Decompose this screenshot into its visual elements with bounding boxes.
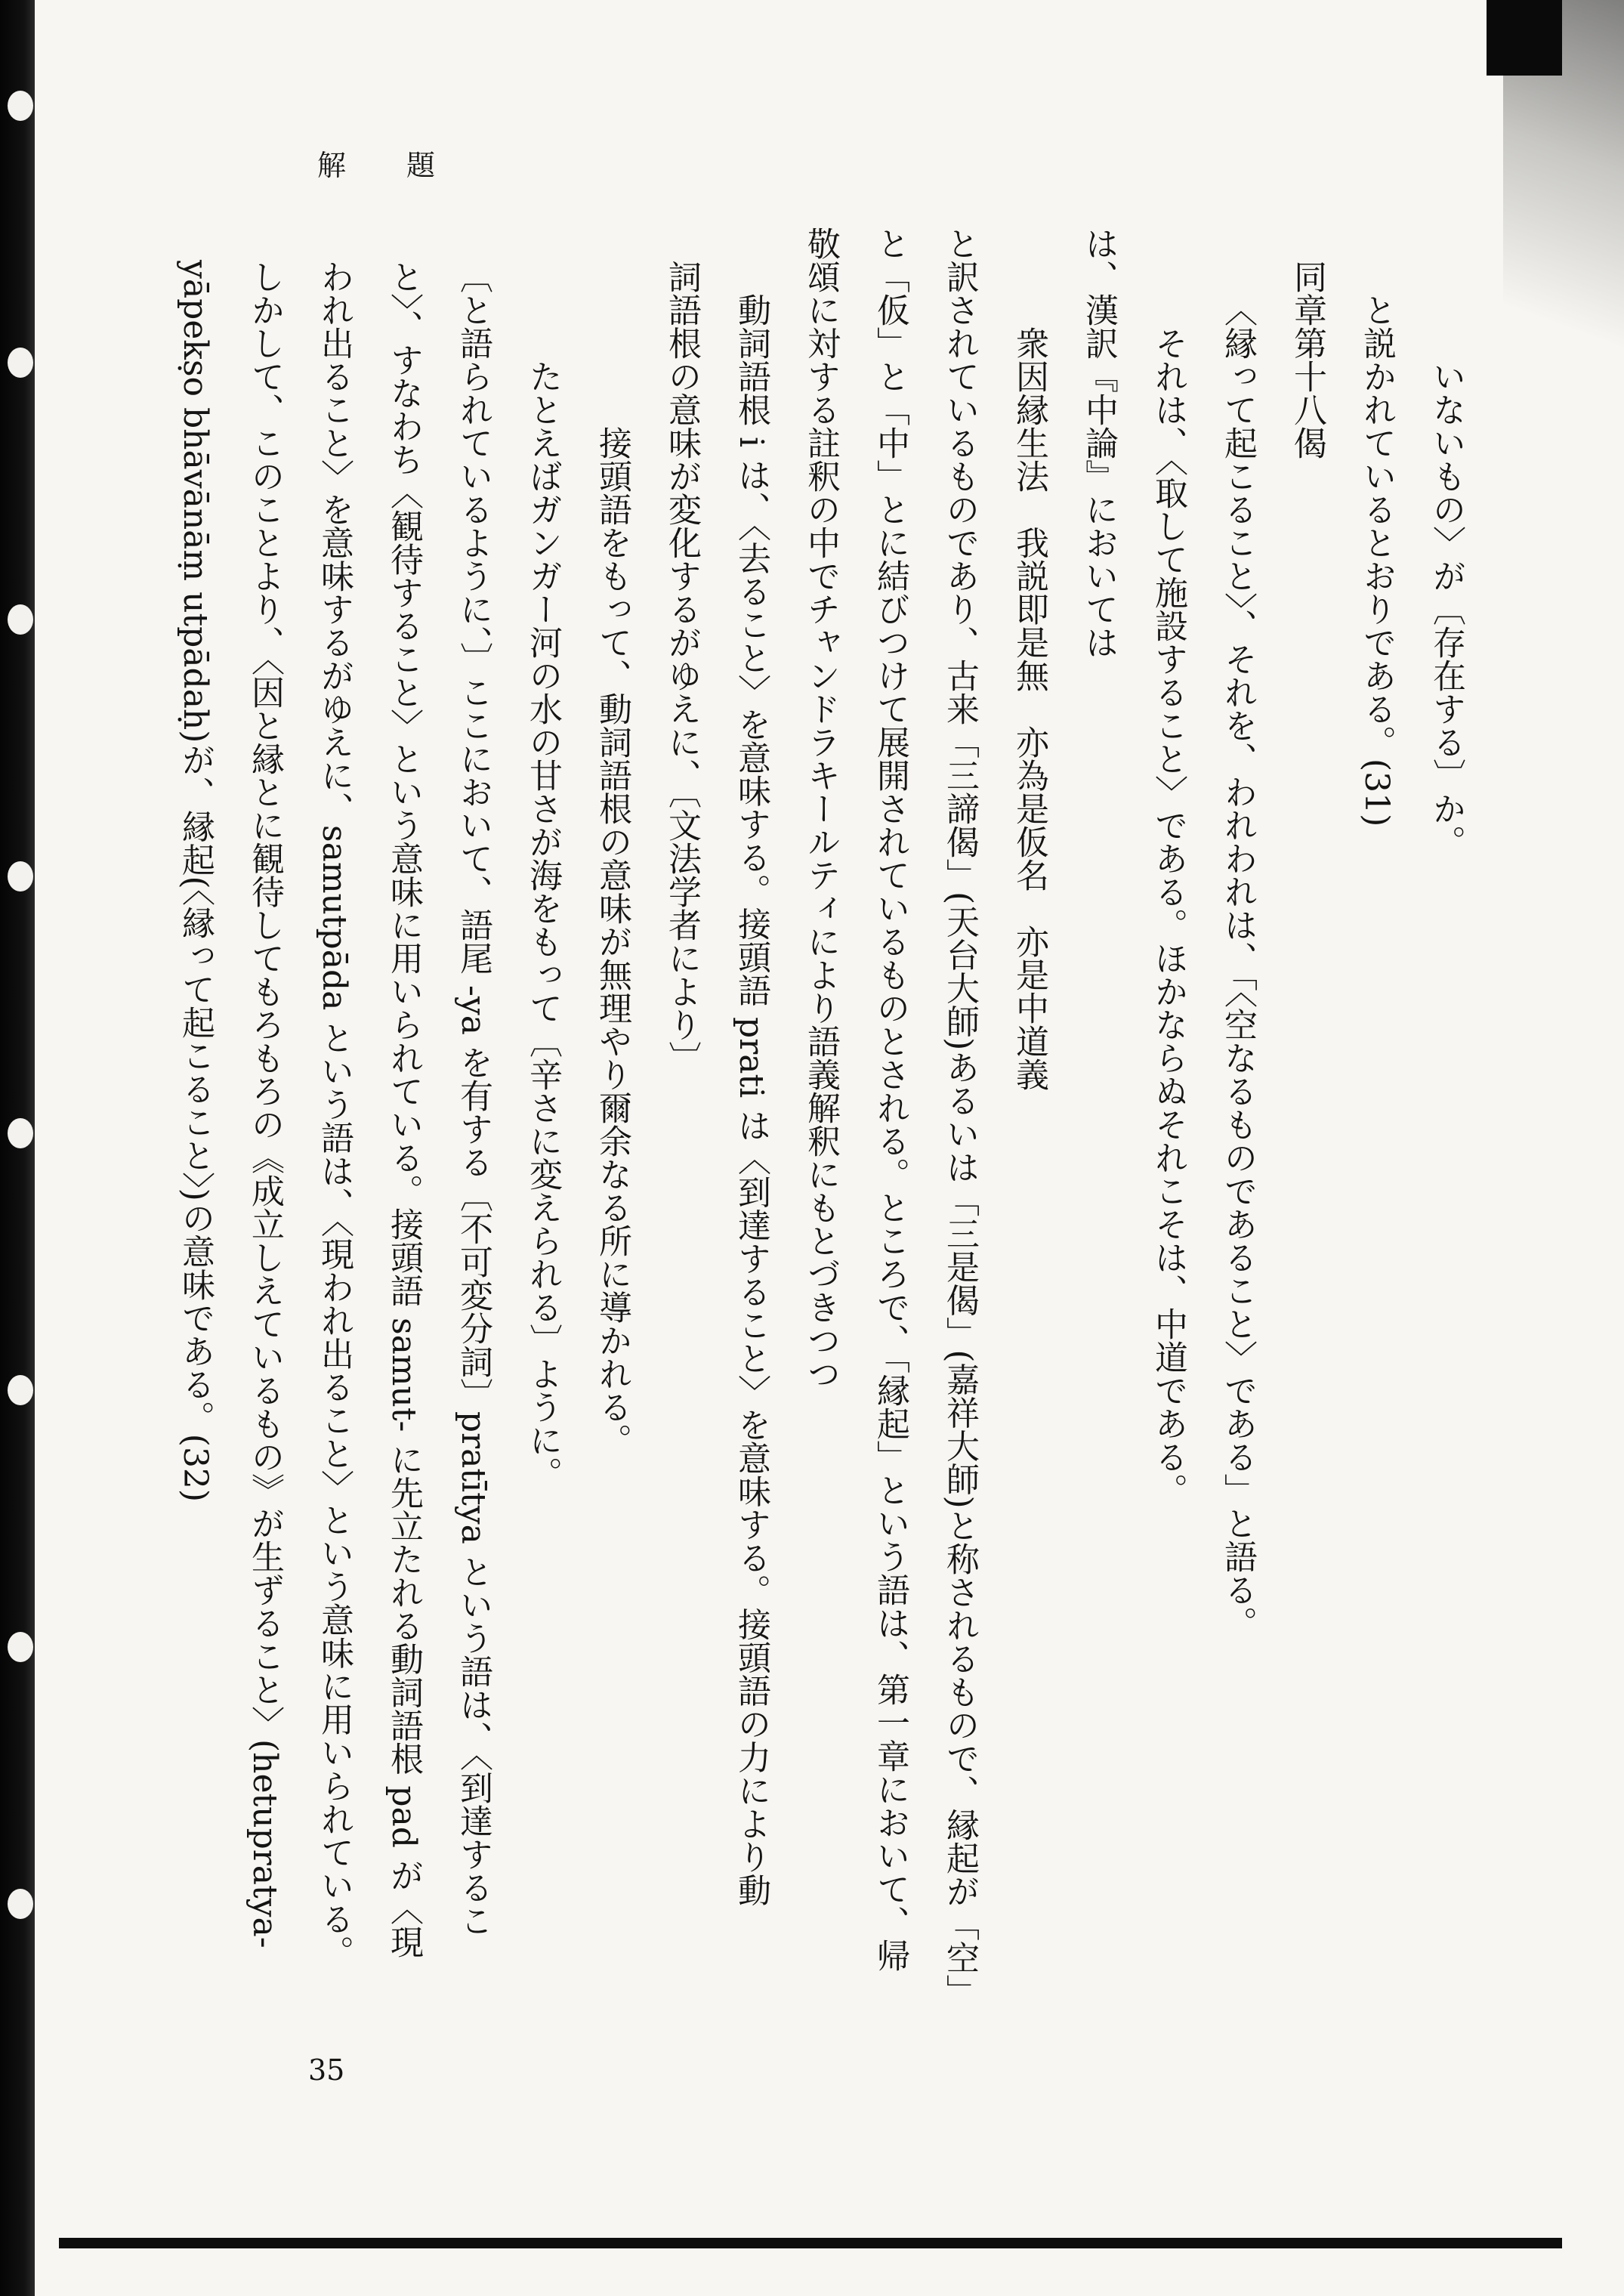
text-line: と説かれているとおりである。(31) — [1357, 293, 1396, 827]
scan-corner — [1487, 0, 1562, 76]
quote-line: われ出ること〉を意味するがゆえに、samutpāda という語は、〈現われ出ること〉という意味に用いられている。 — [315, 260, 354, 1969]
binding-edge — [0, 0, 35, 2296]
body-text — [176, 227, 1480, 2007]
binding-hole — [8, 861, 33, 892]
binding-hole — [8, 348, 33, 378]
text-line: 敬頌に対する註釈の中でチャンドラキールティにより語義解釈にもとづきつつ — [801, 227, 840, 1390]
running-head: 解題 — [317, 149, 496, 182]
verse-line: 衆因縁生法 我説即是無 亦為是仮名 亦是中道義 — [1010, 326, 1048, 1091]
quote-line: yāpekṣo bhāvānāṃ utpādaḥ)が、縁起(〈縁って起こること〉)の意味である。(32) — [176, 260, 215, 1503]
binding-hole — [8, 1375, 33, 1405]
quote-line: 動詞語根 i は、〈去ること〉を意味する。接頭語 prati は〈到達すること〉を意味する。接頭語の力により動 — [732, 293, 770, 1907]
binding-hole — [8, 91, 33, 121]
quote-line: 〈縁って起こること〉、それを、われわれは、「〈空なるものであること〉である」と語る。 — [1218, 293, 1257, 1639]
binding-hole — [8, 604, 33, 635]
binding-hole — [8, 1889, 33, 1919]
quote-line: それは、〈取して施設すること〉である。ほかならぬそれこそは、中道である。 — [1149, 326, 1187, 1506]
quote-line: 接頭語をもって、動詞語根の意味が無理やり爾余なる所に導かれる。 — [593, 426, 631, 1457]
text-line: 同章第十八偈 — [1288, 260, 1326, 459]
quote-line: と〉、すなわち〈観待すること〉という意味に用いられている。接頭語 samut- に先立たれる動詞語根 pad が〈現 — [384, 260, 423, 1958]
scan-bottom-edge — [59, 2238, 1562, 2248]
quote-line: しかして、このことより、〈因と縁とに観待してもろもろの《成立しえているもの》が生ずること〉(hetupratya- — [245, 260, 284, 1948]
page-number: 35 — [308, 2053, 345, 2087]
text-line: は、漢訳『中論』においては — [1079, 227, 1118, 659]
quote-line: たとえばガンガー河の水の甘さが海をもって〔辛さに変えられる〕ように。 — [523, 360, 562, 1490]
binding-hole — [8, 1632, 33, 1662]
text-line: いないもの〉が〔存在する〕か。 — [1427, 360, 1465, 858]
text-line: と訳されているものであり、古来「三諦偈」(天台大師)あるいは「三是偈」(嘉祥大師)と称されるもので、縁起が「空」 — [940, 227, 979, 2007]
quote-line: 〔と語られているように、〕ここにおいて、語尾 -ya を有する〔不可変分詞〕pratītya という語は、〈到達するこ — [454, 260, 492, 1937]
quote-line: 詞語根の意味が変化するがゆえに、〔文法学者により〕 — [662, 260, 701, 1074]
binding-hole — [8, 1118, 33, 1148]
text-line: と「仮」と「中」とに結びつけて展開されているものとされる。ところで、「縁起」という語は、第一章において、帰 — [871, 227, 909, 1972]
